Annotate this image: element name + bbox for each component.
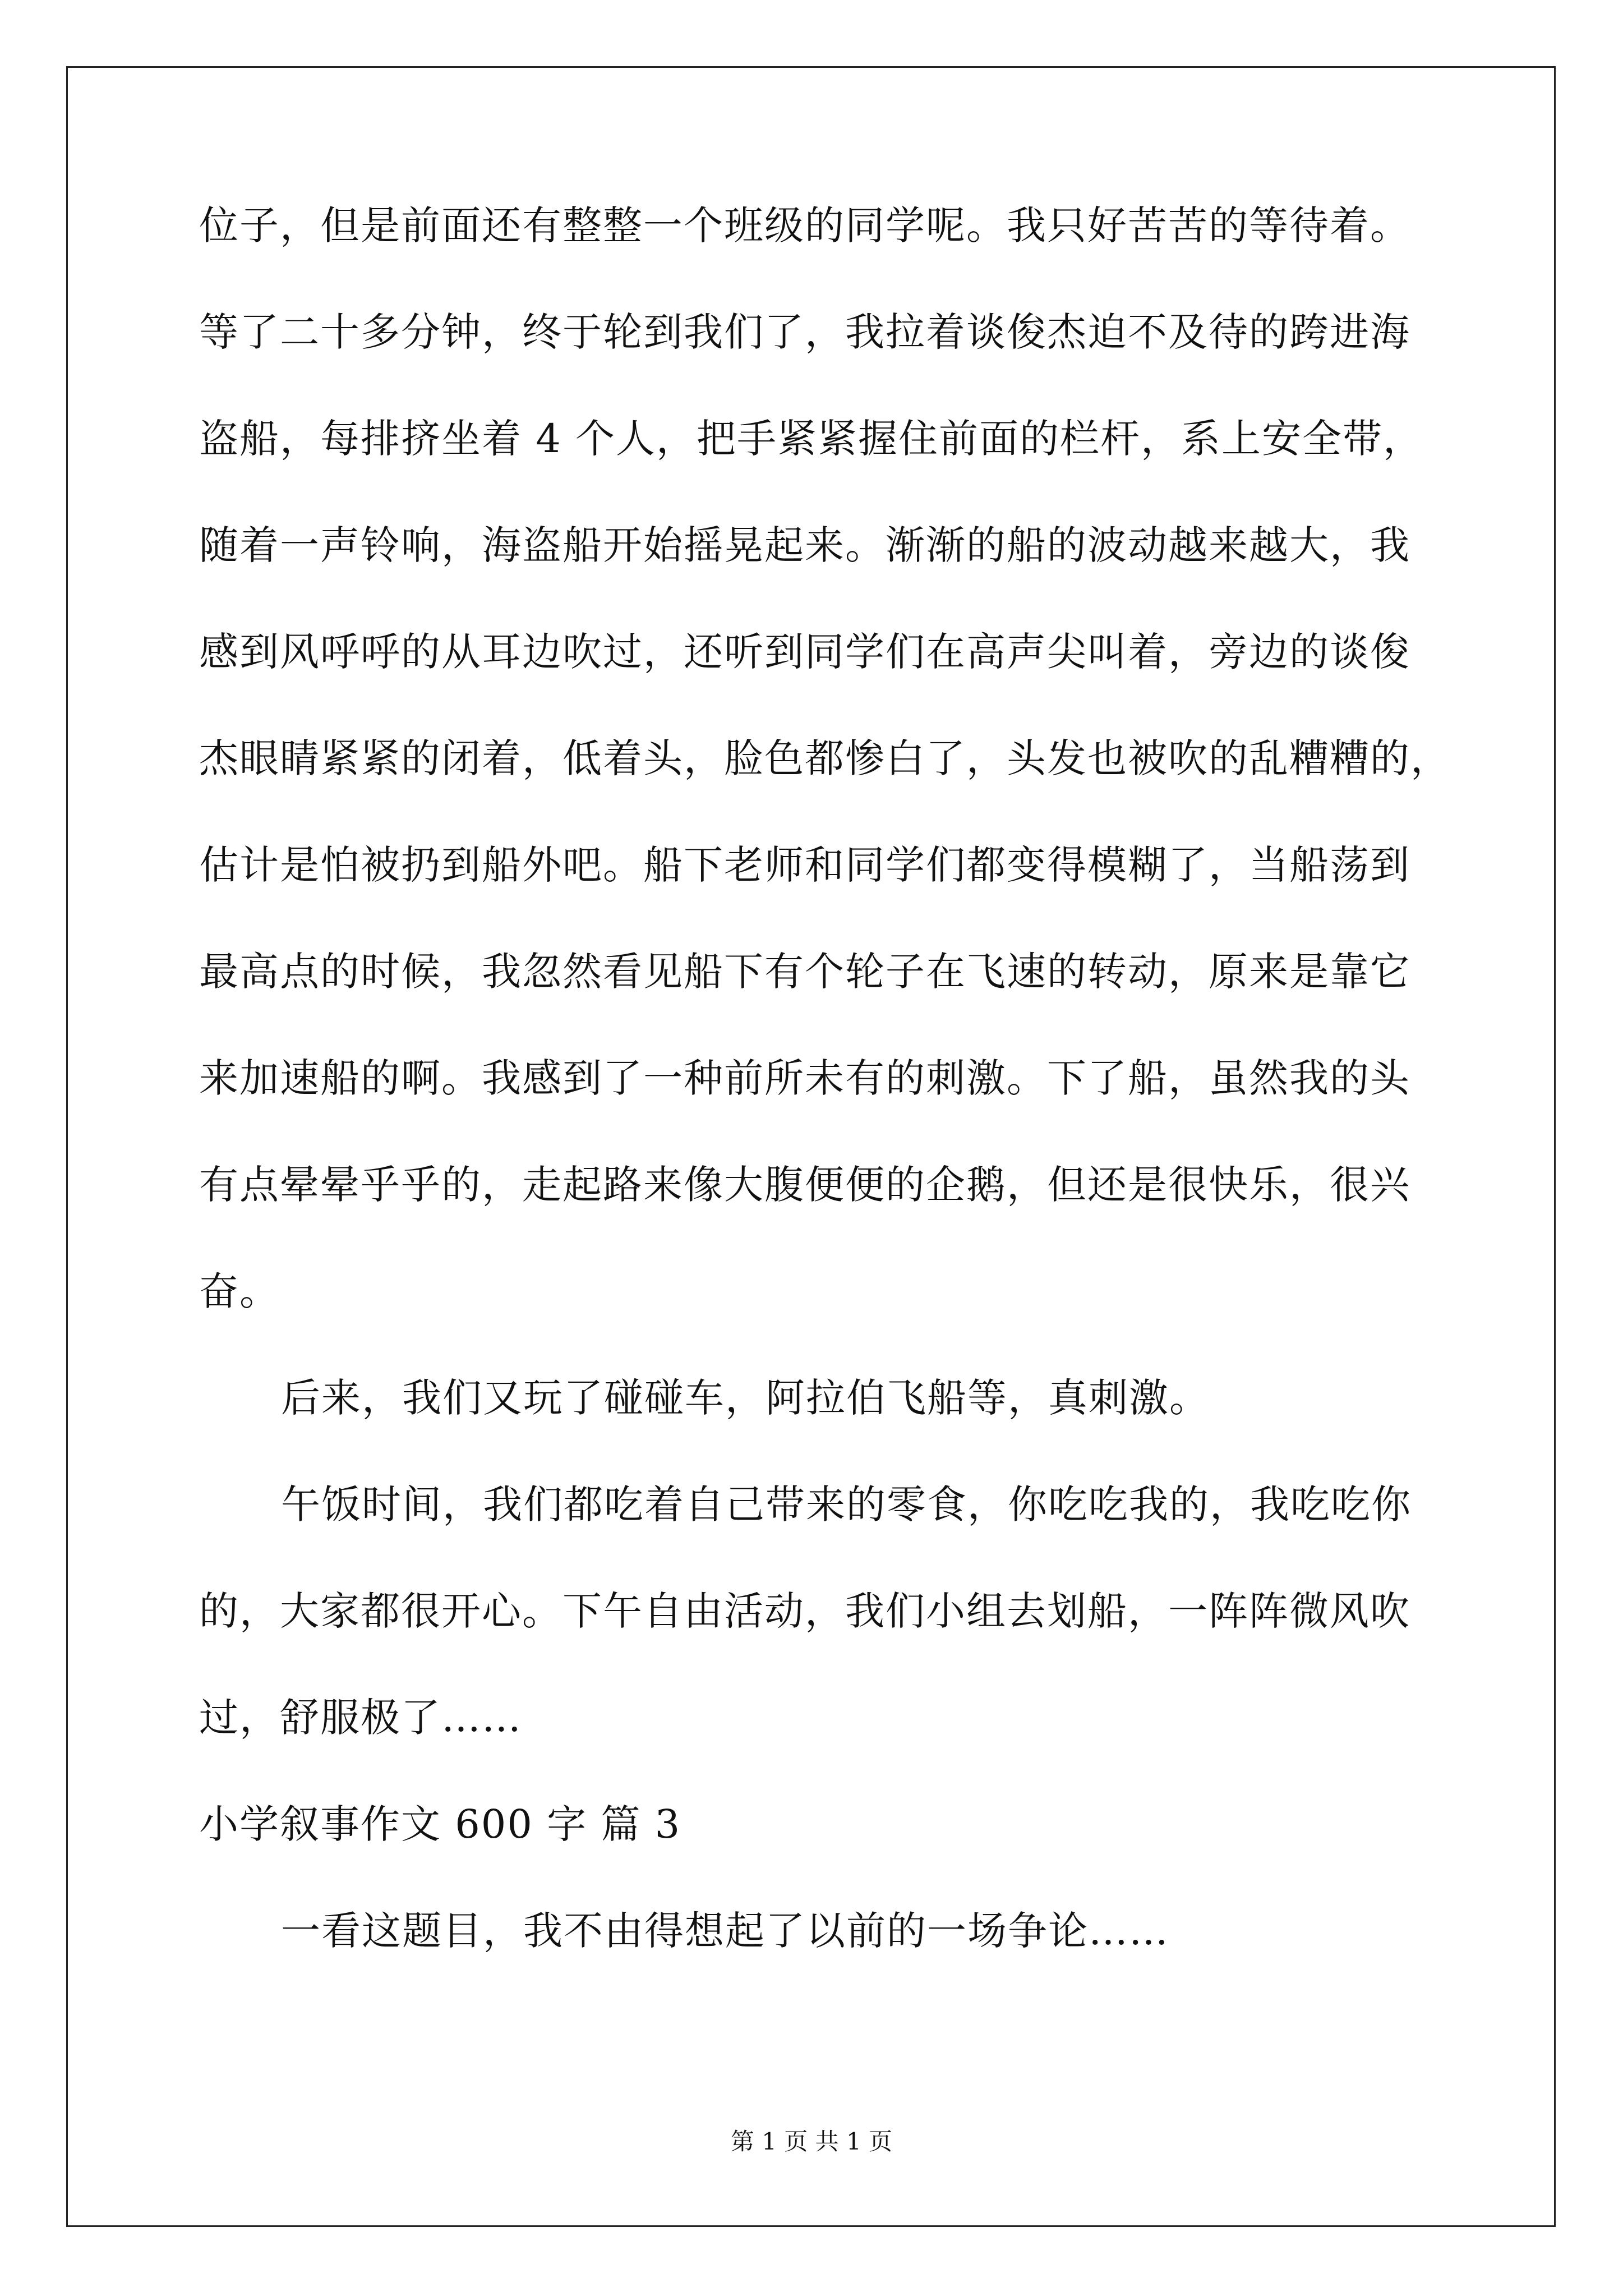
- paragraph-2-line-1: 后来，我们又玩了碰碰车，阿拉伯飞船等，真刺激。: [281, 1375, 1210, 1421]
- paragraph-1-line-5: 感到风呼呼的从耳边吹过，还听到同学们在高声尖叫着，旁边的谈俊: [199, 629, 1410, 675]
- paragraph-1-line-2: 等了二十多分钟，终于轮到我们了，我拉着谈俊杰迫不及待的跨进海: [199, 309, 1410, 355]
- paragraph-1-line-7: 估计是怕被扔到船外吧。船下老师和同学们都变得模糊了，当船荡到: [199, 842, 1410, 888]
- paragraph-1-line-1: 位子，但是前面还有整整一个班级的同学呢。我只好苦苦的等待着。: [199, 203, 1410, 249]
- paragraph-3-line-3: 过，舒服极了……: [199, 1695, 522, 1741]
- page-border: [66, 66, 1556, 2227]
- paragraph-1-line-11: 奋。: [199, 1268, 280, 1314]
- paragraph-1-line-10: 有点晕晕乎乎的，走起路来像大腹便便的企鹅，但还是很快乐，很兴: [199, 1162, 1410, 1208]
- paragraph-4-line-1: 一看这题目，我不由得想起了以前的一场争论……: [281, 1908, 1169, 1954]
- paragraph-1-line-9: 来加速船的啊。我感到了一种前所未有的刺激。下了船，虽然我的头: [199, 1055, 1410, 1101]
- paragraph-1-line-3: 盗船，每排挤坐着 4 个人，把手紧紧握住前面的栏杆，系上安全带，: [199, 416, 1424, 462]
- paragraph-3-line-1: 午饭时间，我们都吃着自己带来的零食，你吃吃我的，我吃吃你: [281, 1481, 1412, 1527]
- paragraph-1-line-4: 随着一声铃响，海盗船开始摇晃起来。渐渐的船的波动越来越大，我: [199, 522, 1410, 568]
- page-number-footer: 第 1 页 共 1 页: [730, 2128, 893, 2155]
- paragraph-1-line-8: 最高点的时候，我忽然看见船下有个轮子在飞速的转动，原来是靠它: [199, 949, 1410, 995]
- paragraph-3-line-2: 的，大家都很开心。下午自由活动，我们小组去划船，一阵阵微风吹: [199, 1588, 1410, 1634]
- section-heading: 小学叙事作文 600 字 篇 3: [199, 1801, 681, 1847]
- paragraph-1-line-6: 杰眼睛紧紧的闭着，低着头，脸色都惨白了，头发也被吹的乱糟糟的，: [199, 735, 1451, 781]
